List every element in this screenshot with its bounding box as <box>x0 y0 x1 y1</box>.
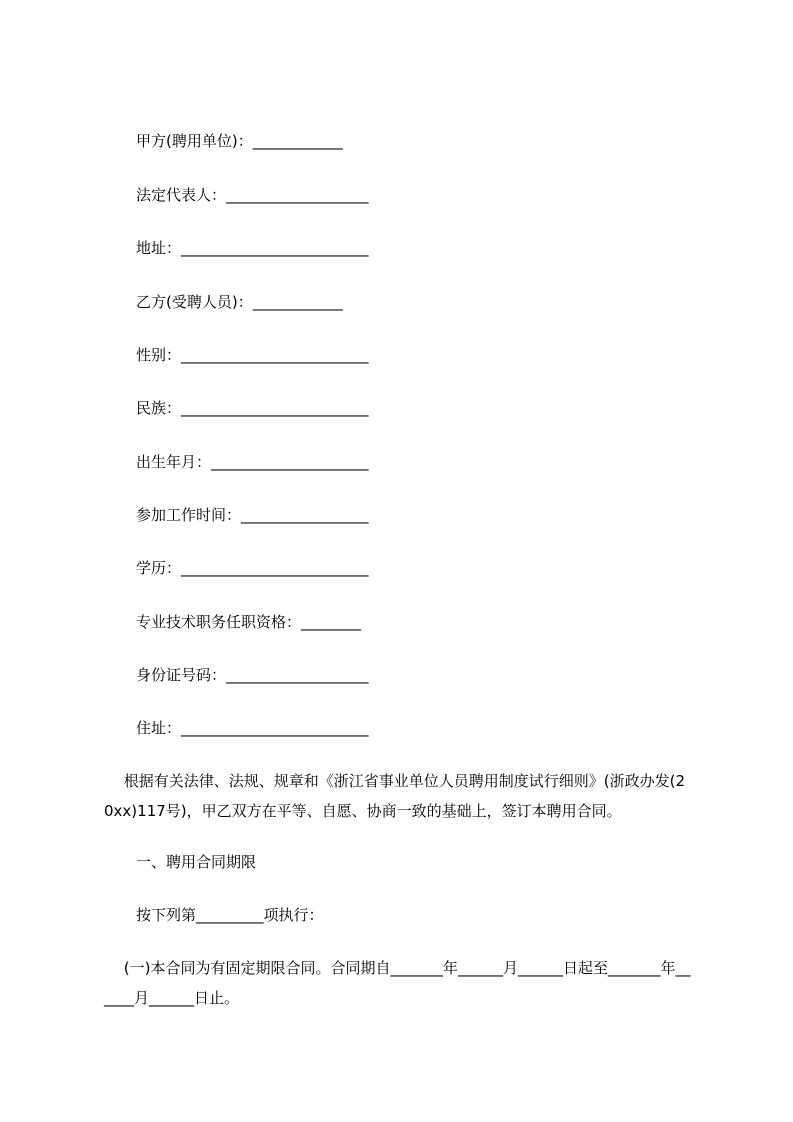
field-legal-representative: 法定代表人：___________________ <box>136 186 369 204</box>
field-gender: 性别：_________________________ <box>136 346 369 364</box>
field-work-start-date: 参加工作时间：_________________ <box>136 506 369 524</box>
field-ethnicity: 民族：_________________________ <box>136 399 369 417</box>
field-professional-qualification: 专业技术职务任职资格：________ <box>136 613 362 631</box>
field-education: 学历：_________________________ <box>136 559 369 577</box>
field-address-a: 地址：_________________________ <box>136 239 369 257</box>
section-1-item-1: (一)本合同为有固定期限合同。合同期自_______年______月______日起至_______年______月______日止。 <box>104 959 691 1007</box>
field-id-number: 身份证号码：___________________ <box>136 666 369 684</box>
field-residence: 住址：_________________________ <box>136 719 369 737</box>
intro-paragraph: 根据有关法律、法规、规章和《浙江省事业单位人员聘用制度试行细则》(浙政办发(20xx)117号)，甲乙双方在平等、自愿、协商一致的基础上，签订本聘用合同。 <box>104 772 686 820</box>
field-party-a: 甲方(聘用单位)：____________ <box>136 132 343 150</box>
section-1-title: 一、聘用合同期限 <box>136 853 257 871</box>
field-birth-date: 出生年月：_____________________ <box>136 453 369 471</box>
field-party-b: 乙方(受聘人员)：____________ <box>136 293 343 311</box>
section-1-instruction: 按下列第_________项执行： <box>136 906 324 924</box>
